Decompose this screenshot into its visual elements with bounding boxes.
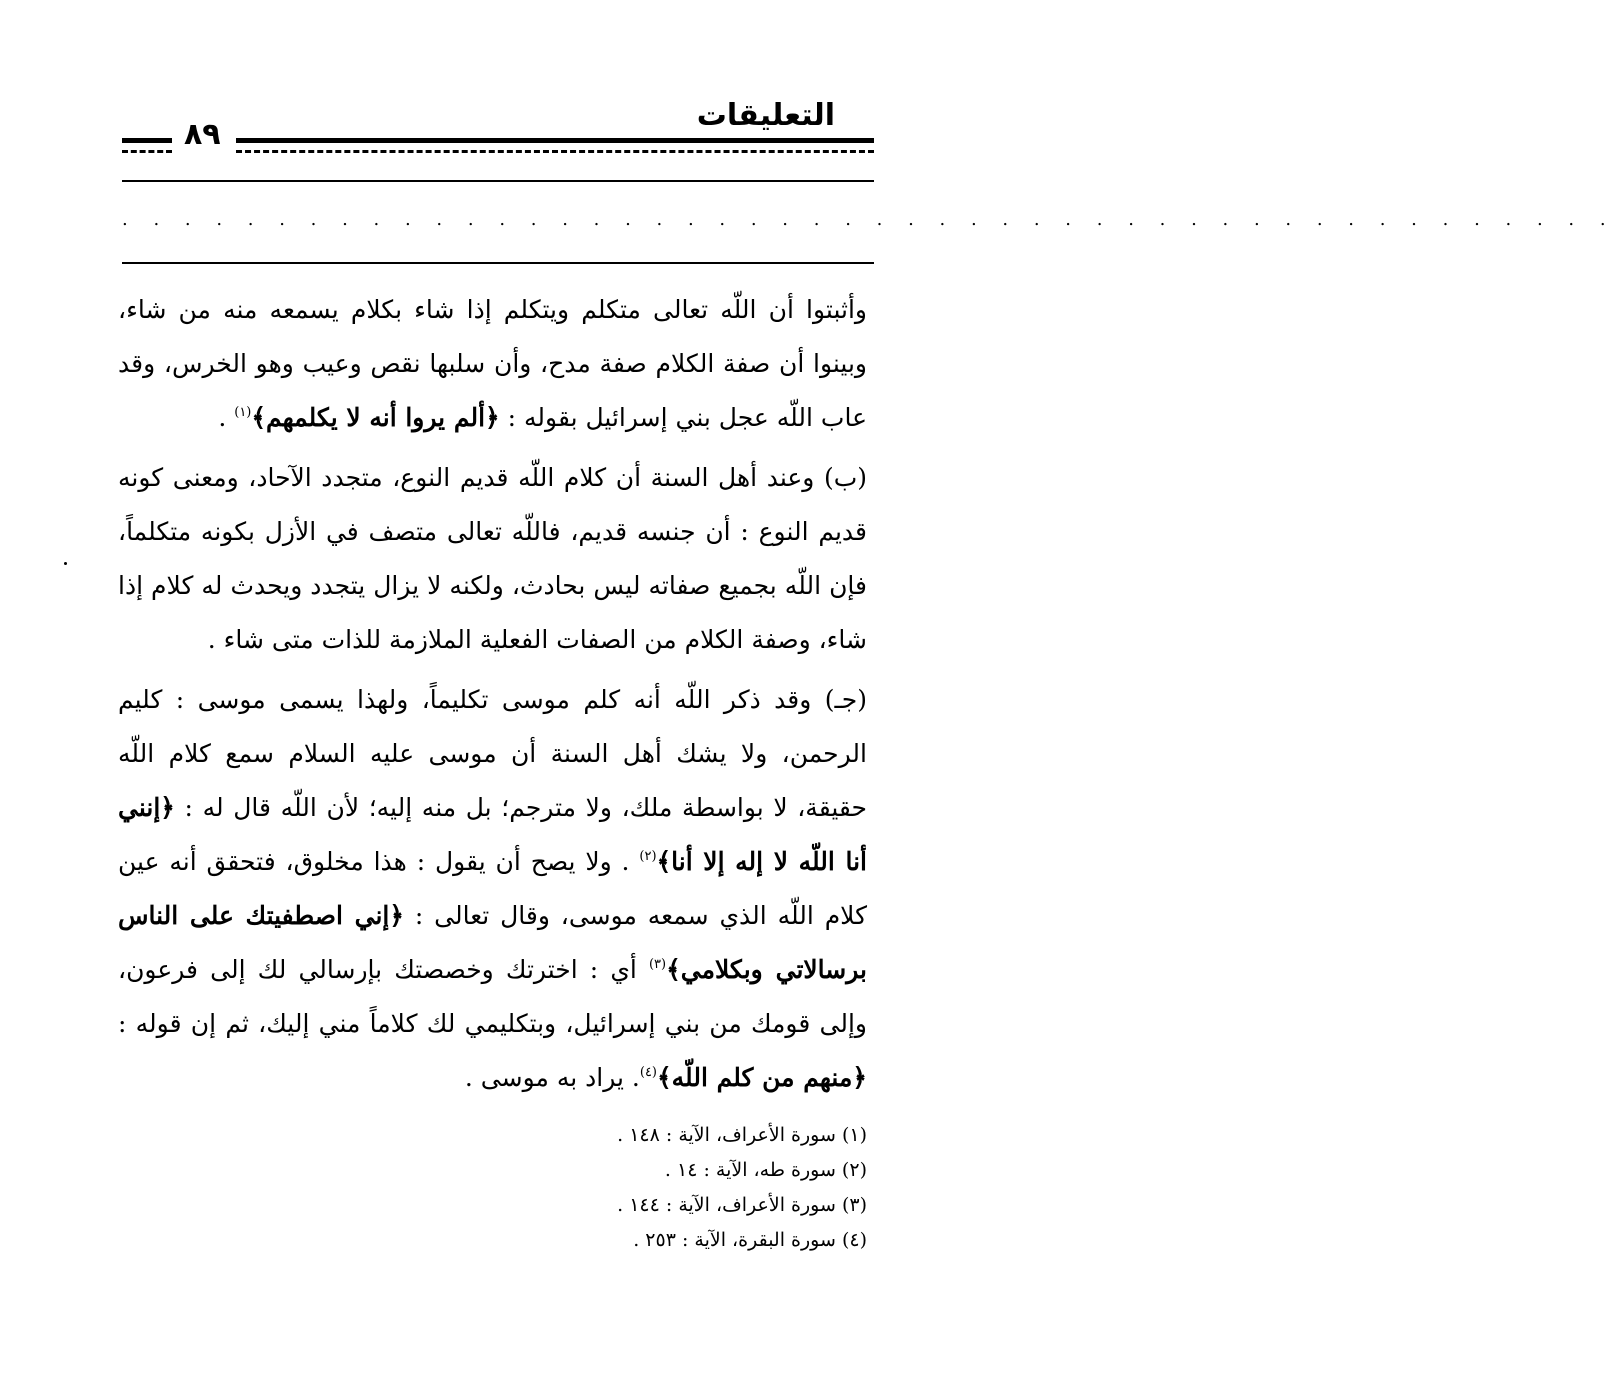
separator-line-top bbox=[122, 180, 874, 182]
footnote: (١) سورة الأعراف، الآية : ١٤٨ . bbox=[617, 1124, 867, 1146]
header-rule-right-dash bbox=[236, 150, 874, 153]
header-rule-left-dash bbox=[122, 150, 172, 153]
body-text bbox=[118, 283, 867, 1111]
quran-quote: ﴿إني اصطفيتك على الناس برسالاتي وبكلامي﴾ bbox=[118, 901, 867, 984]
paragraph-1 bbox=[118, 283, 867, 445]
footnote: (٣) سورة الأعراف، الآية : ١٤٤ . bbox=[617, 1194, 867, 1216]
quran-quote: ﴿منهم من كلم اللّه﴾ bbox=[657, 1063, 867, 1092]
paragraph-2-text: (ب) وعند أهل السنة أن كلام اللّه قديم النوع، متجدد الآحاد، ومعنى كونه قديم النوع : أن جنسه قديم، فاللّه تعالى متصف في الأزل بكونه متكلماً، فإن اللّه بجميع صفاته ليس بحادث، ولكنه لا يزال يتجدد ويحدث له كلام إذا شاء، وصفة الكلام من الصفات الفعلية الملازمة للذات متى شاء . bbox=[118, 463, 867, 654]
footnote-ref: (٣) bbox=[648, 957, 667, 972]
header-rule-left-thick bbox=[122, 138, 172, 143]
paragraph-3-text-1: (جـ) وقد ذكر اللّه أنه كلم موسى تكليماً، ولهذا يسمى موسى : كليم الرحمن، ولا يشك أهل السنة أن موسى عليه السلام سمع كلام اللّه حقيقة، لا بواسطة ملك، ولا مترجم؛ بل منه إليه؛ لأن اللّه قال له : bbox=[118, 685, 867, 822]
footnote: (٢) سورة طه، الآية : ١٤ . bbox=[664, 1159, 867, 1181]
footnote-ref: (٤) bbox=[639, 1065, 657, 1080]
quran-quote: ﴿ألم يروا أنه لا يكلمهم﴾ bbox=[251, 403, 500, 432]
header-rule-right-thick bbox=[236, 138, 874, 143]
paragraph-2 bbox=[118, 451, 867, 667]
paragraph-1-end: . bbox=[218, 403, 235, 432]
paragraph-3 bbox=[118, 673, 867, 1105]
stray-mark bbox=[64, 562, 67, 565]
separator-line-bottom bbox=[122, 262, 874, 264]
paragraph-3-text-4: . يراد به موسى . bbox=[464, 1063, 640, 1092]
page-title: التعليقات bbox=[696, 98, 835, 133]
footnote-ref: (٢) bbox=[639, 849, 657, 864]
paragraph-3-text-2: . ولا يصح أن يقول : هذا مخلوق، فتحقق أنه عين كلام اللّه الذي سمعه موسى، وقال تعالى : bbox=[118, 847, 867, 930]
quran-quote: ﴿إنني أنا اللّه لا إله إلا أنا﴾ bbox=[118, 793, 867, 876]
paragraph-3-text-3: أي : اخترتك وخصصتك بإرسالي لك إلى فرعون، وإلى قومك من بني إسرائيل، وبتكليمي لك كلاماً مني إليك، ثم إن قوله : bbox=[118, 955, 867, 1038]
footnote: (٤) سورة البقرة، الآية : ٢٥٣ . bbox=[633, 1229, 867, 1251]
page-number: ٨٩ bbox=[184, 117, 221, 152]
paragraph-1-text: وأثبتوا أن اللّه تعالى متكلم ويتكلم إذا شاء بكلام يسمعه منه من شاء، وبينوا أن صفة الكلام صفة مدح، وأن سلبها نقص وعيب وهو الخرس، وقد عاب اللّه عجل بني إسرائيل بقوله : bbox=[118, 295, 867, 432]
footnote-ref: (١) bbox=[234, 405, 252, 420]
dotted-separator: . . . . . . . . . . . . . . . . . . . . . . . . . . . . . . . . . . . . . . . . . . . . . . . . bbox=[122, 209, 1616, 230]
footnotes bbox=[118, 1118, 867, 1258]
